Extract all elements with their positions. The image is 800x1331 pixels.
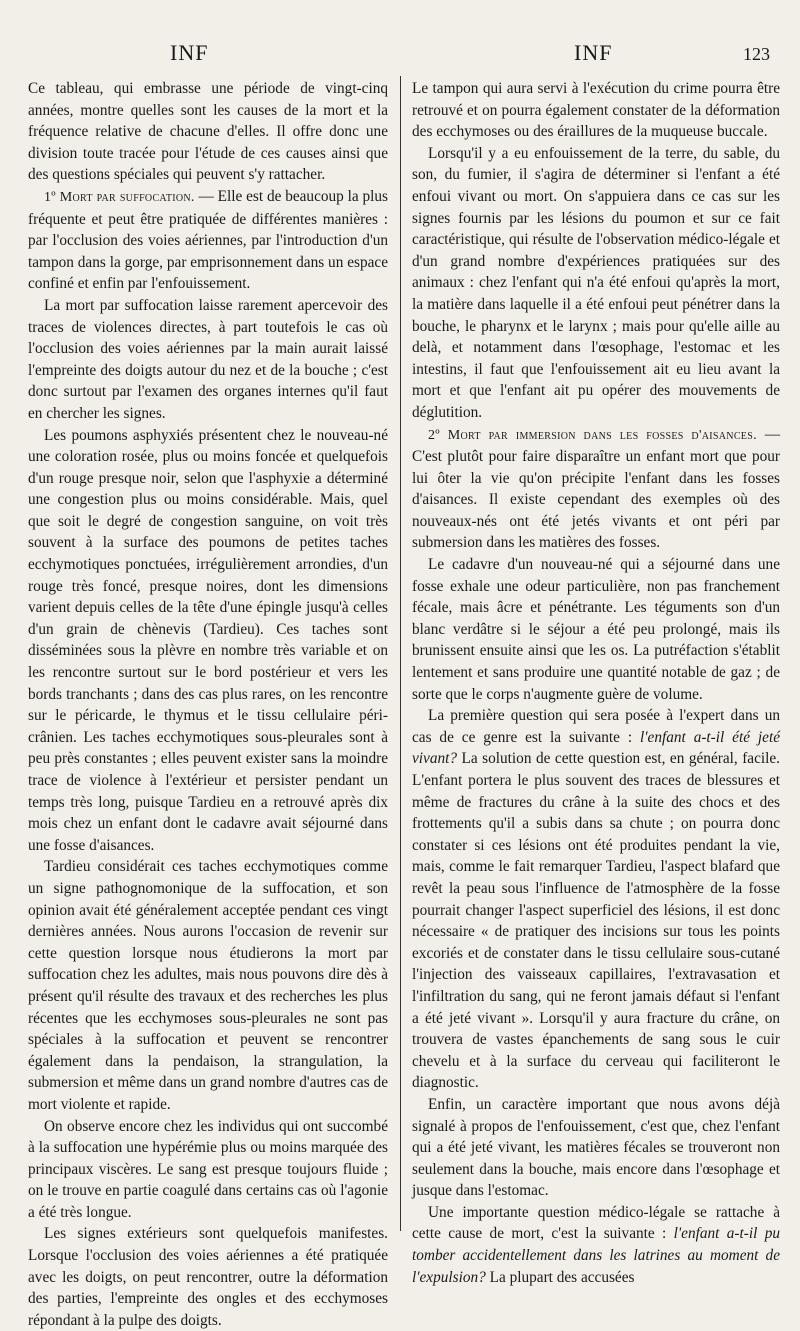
paragraph: Les signes extérieurs sont quelquefois manifestes. Lorsque l'occlusion des voies aériennes a été pratiquée avec les doigts, on peut rencontrer, outre la déformation des parties, l'empreinte des ongles et des ecchymoses répondant à la pulpe des doigts. — [28, 1225, 388, 1329]
paragraph — [412, 1202, 780, 1288]
paragraph: Enfin, un caractère important que nous avons déjà signalé à propos de l'enfouissement, c'est que, chez l'enfant qui a été jeté vivant, les matières fécales se trouveront non seulement dans la bouche, mais encore dans l'œsophage et jusque dans l'estomac. — [412, 1095, 780, 1200]
paragraph: Le cadavre d'un nouveau-né qui a séjourné dans une fosse exhale une odeur particulière, non pas franchement fécale, mais âcre et pénétrante. Les téguments son d'un blanc verdâtre si le séjour a été peu prolongé, mais ils brunissent ensuite ainsi que les os. La putréfaction s'établit lentement et sans produire une quantité notable de gaz ; de sorte que le corps n'augmente guère de volume. — [412, 556, 780, 703]
header-right-word: INF — [574, 40, 613, 65]
header-left-word: INF — [170, 40, 209, 65]
italic-question: l'enfant a-t-il été jeté vivant? — [412, 728, 780, 768]
paragraph — [412, 705, 780, 1094]
paragraph-text: — C'est plutôt pour faire disparaître un enfant mort que pour lui ôter la vie qu'on précipite l'enfant dans les fosses d'aisances. Il existe cependant des exemples où des nouveaux-nés ont été jetés vivants et ont péri par submersion dans les matières des fosses. — [412, 425, 780, 552]
paragraph-text: — Elle est de beaucoup la plus fréquente et peut être pratiquée de différentes manières : par l'occlusion des voies aériennes, par l'introduction d'un tampon dans la gorge, par emprisonnement dans un espace confiné et enfin par l'enfouissement. — [28, 187, 388, 293]
page-number: 123 — [743, 44, 770, 64]
paragraph — [28, 186, 388, 295]
italic-question: l'enfant a-t-il pu tomber accidentellement dans les latrines au moment de l'expulsion? — [412, 1225, 780, 1286]
paragraph: Tardieu considérait ces taches ecchymotiques comme un signe pathognomonique de la suffocation, et son opinion avait été généralement acceptée pendant ces vingt dernières années. Nous aurons l'occasion de revenir sur cette question lorsque nous étudierons la mort par suffocation chez les adultes, mais nous pouvons dire dès à présent qu'il résulte des travaux et des recherches les plus récentes que les ecchymoses sous-pleurales ne sont pas spéciales à la suffocation et peuvent se rencontrer également dans la pendaison, la strangulation, la submersion et même dans un grand nombre d'autres cas de mort violente et rapide. — [28, 858, 388, 1113]
paragraph-text: Une importante question médico-légale se rattache à cette cause de mort, c'est la suivante : — [412, 1203, 780, 1243]
paragraph: Le tampon qui aura servi à l'exécution du crime pourra être retrouvé et on pourra également constater de la déformation des ecchymoses ou des éraillures de la muqueuse buccale. — [412, 80, 780, 141]
section-heading: 1º Mort par suffocation. — [44, 189, 195, 205]
paragraph-text: La solution de cette question est, en général, facile. L'enfant portera le plus souvent des traces de blessures et même de fractures du crâne à la suite des chocs et des frottements qu'il a subis dans sa chute ; on pourra donc constater si ces lésions ont été produites pendant la vie, mais, comme le fait remarquer Tardieu, l'aspect blafard que revêt la peau sous l'influence de l'atmosphère de la fosse pourrait changer l'aspect superficiel des lésions, il est donc nécessaire « de pratiquer des incisions sur tous les points excoriés et de constater dans le tissu cellulaire sous-cutané l'injection des vaisseaux capillaires, l'extravasation et l'infiltration du sang, qui ne feront jamais défaut si l'enfant a été jeté vivant ». Lorsqu'il y aura fracture du crâne, on trouvera de vastes épanchements de sang sous le cuir chevelu et à la surface du cerveau qui faciliteront le diagnostic. — [412, 750, 780, 1092]
paragraph: Ce tableau, qui embrasse une période de vingt-cinq années, montre quelles sont les causes de la mort et la fréquence relative de chacune d'elles. Il offre donc une division toute tracée pour l'étude de ces causes ainsi que des questions spéciales qui peuvent s'y rattacher. — [28, 80, 388, 184]
paragraph: On observe encore chez les individus qui ont succombé à la suffocation une hypérémie plus ou moins marquée des principaux viscères. Le sang est presque toujours fluide ; on le trouve en partie coagulé dans certains cas où l'agonie a été très longue. — [28, 1117, 388, 1221]
right-column — [412, 78, 780, 1288]
paragraph: Les poumons asphyxiés présentent chez le nouveau-né une coloration rosée, plus ou moins foncée et quelquefois d'un rouge presque noir, selon que l'asphyxie a déterminé une congestion plus ou moins considérable. Mais, quel que soit le degré de congestion sanguine, on voit très souvent à la surface des poumons de petites taches ecchymotiques ponctuées, irrégulièrement arrondies, d'un rouge très foncé, presque noires, dont les dimensions varient depuis celles de la tête d'une épingle jusqu'à celles d'un grain de chènevis (Tardieu). Ces taches sont disséminées sous la plèvre en nombre très variable et on les rencontre surtout sur le bord postérieur et vers les bords tranchants ; dans des cas plus rares, on les rencontre sur le péricarde, le thymus et le tissu cellulaire péri-crânien. Les taches ecchymotiques sous-pleurales sont à peu près constantes ; elles peuvent exister sans la moindre trace de violence à l'extérieur et persister pendant un temps très long, puisque Tardieu en a retrouvé après dix mois chez un enfant dont le cadavre avait séjourné dans une fosse d'aisances. — [28, 426, 388, 854]
paragraph-text: La première question qui sera posée à l'expert dans un cas de ce genre est la suivante : — [412, 707, 780, 746]
paragraph: Lorsqu'il y a eu enfouissement de la terre, du sable, du son, du fumier, il s'agira de déterminer si l'enfant a été enfoui vivant ou mort. On s'appuiera dans ce cas sur les signes fournis par les lésions du poumon et sur ce fait caractéristique, qui résulte de l'observation médico-légale et d'un grand nombre d'expériences pratiquées sur des animaux : chez l'enfant qui n'a été enfoui qu'après la mort, la matière dans laquelle il a été enfoui peut pénétrer dans la bouche, le pharynx et le larynx ; mais pour qu'elle aille au delà, et notamment dans l'œsophage, l'estomac et les intestins, il faut que l'enfouissement ait eu lieu avant la mort et que l'enfant ait pu opérer des mouvements de déglutition. — [412, 144, 780, 421]
paragraph: La mort par suffocation laisse rarement apercevoir des traces de violences directes, à part toutefois le cas où l'occlusion des voies aériennes par la main aurait laissé l'empreinte des doigts autour du nez et de la bouche ; c'est donc surtout par l'examen des organes internes qu'il faut en chercher les signes. — [28, 296, 388, 422]
paragraph — [412, 424, 780, 555]
column-divider — [400, 76, 401, 1231]
left-column — [28, 78, 388, 1331]
section-heading: 2º Mort par immersion dans les fosses d'aisances. — [428, 427, 757, 443]
paragraph-text: La plupart des accusées — [485, 1268, 635, 1286]
running-header — [0, 40, 800, 70]
